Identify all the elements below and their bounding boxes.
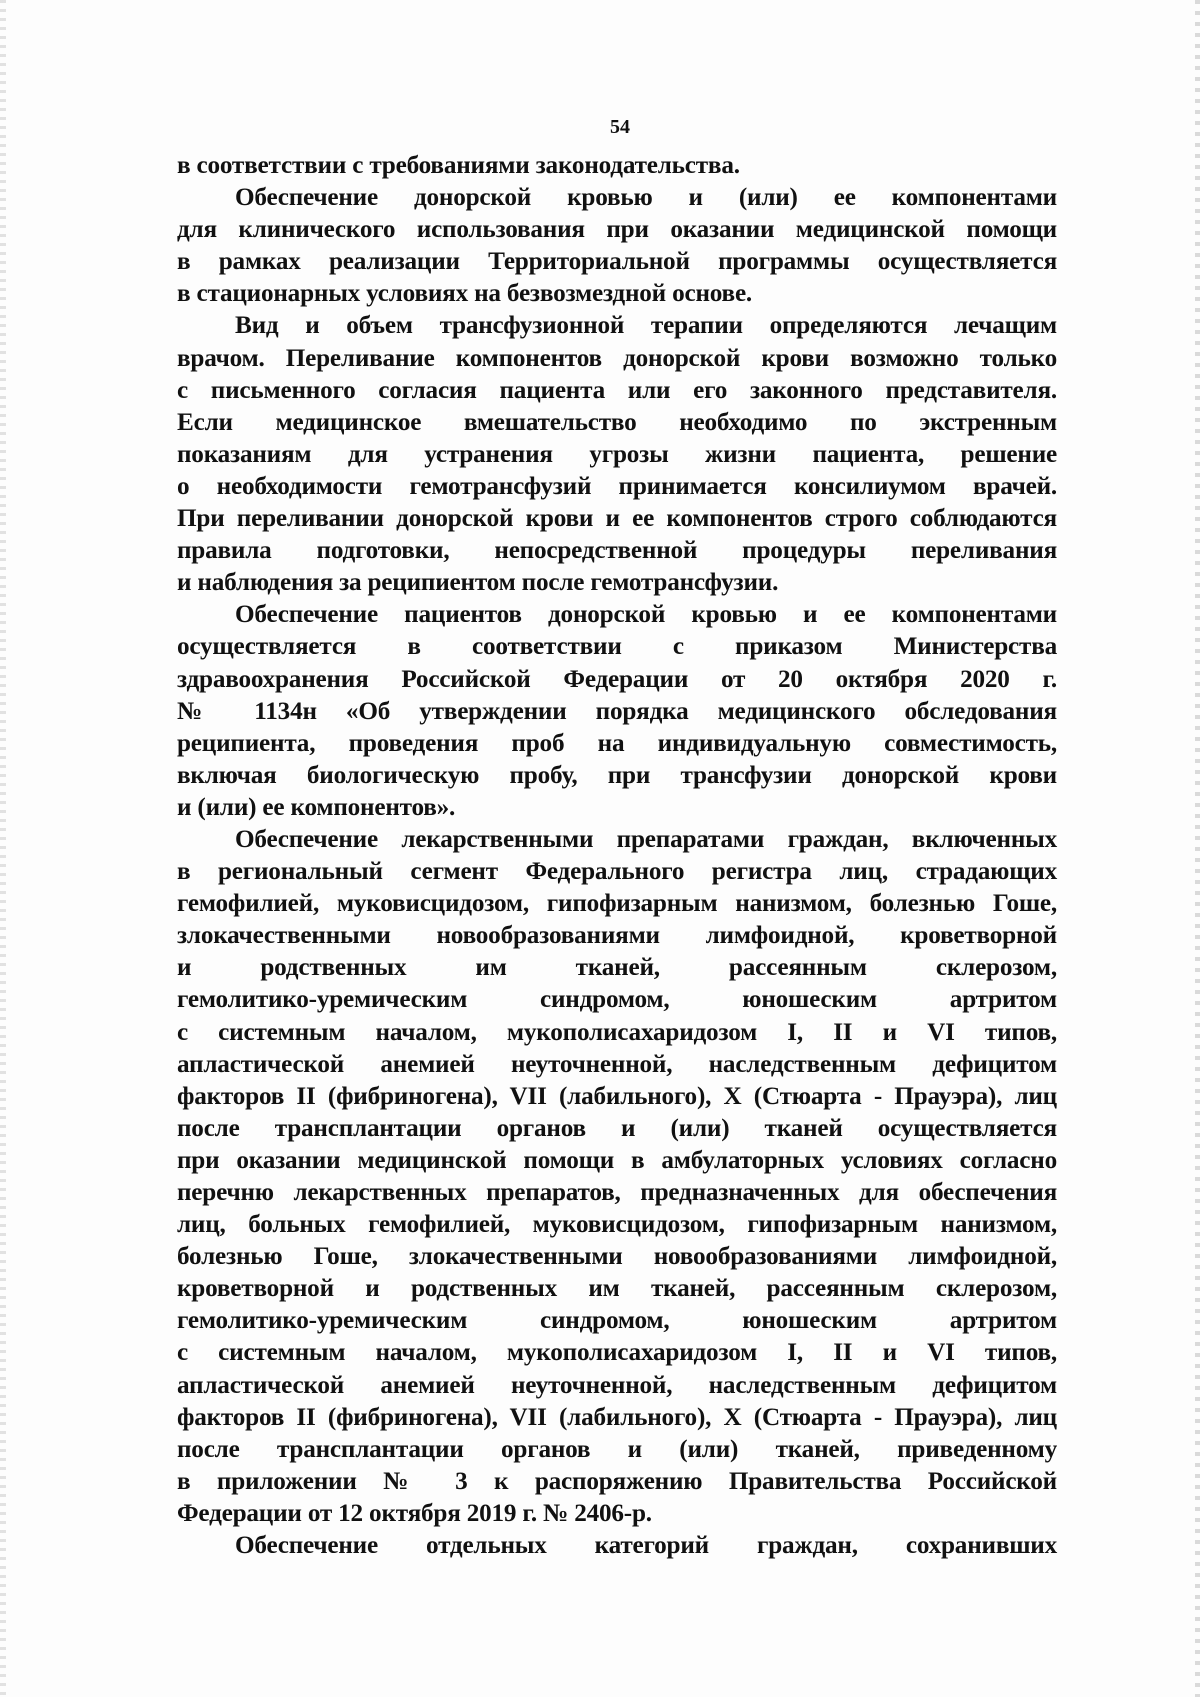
text-line: с письменного согласия пациента или его законного представителя. (177, 376, 1057, 404)
text-line: реципиента, проведения проб на индивидуальную совместимость, (177, 729, 1057, 757)
text-line: в рамках реализации Территориальной программы осуществляется (177, 248, 1057, 276)
text-line: для клинического использования при оказании медицинской помощи (177, 216, 1057, 244)
text-line: в приложении № 3 к распоряжению Правительства Российской (177, 1467, 1057, 1495)
text-line: гемофилией, муковисцидозом, гипофизарным нанизмом, болезнью Гоше, (177, 890, 1057, 918)
text-line: здравоохранения Российской Федерации от 20 октября 2020 г. (177, 665, 1057, 693)
text-line: включая биологическую пробу, при трансфузии донорской крови (177, 761, 1057, 789)
text-line: после трансплантации органов и (или) тканей, приведенному (177, 1435, 1057, 1463)
text-line: Обеспечение пациентов донорской кровью и ее компонентами (235, 601, 1057, 629)
body-text (177, 150, 1057, 1562)
text-line: и (или) ее компонентов». (177, 793, 456, 821)
text-line: правила подготовки, непосредственной процедуры переливания (177, 537, 1057, 565)
text-line: и родственных им тканей, рассеянным склерозом, (177, 954, 1057, 982)
text-line: Вид и объем трансфузионной терапии определяются лечащим (235, 312, 1057, 340)
text-line: № 1134н «Об утверждении порядка медицинского обследования (177, 697, 1057, 725)
text-line: Обеспечение лекарственными препаратами граждан, включенных (235, 825, 1057, 853)
text-line: апластической анемией неуточненной, наследственным дефицитом (177, 1050, 1057, 1078)
text-line: врачом. Переливание компонентов донорской крови возможно только (177, 344, 1057, 372)
scan-edge-right (1195, 0, 1200, 1697)
scan-edge-left (0, 0, 6, 1697)
text-line: и наблюдения за реципиентом после гемотрансфузии. (177, 569, 779, 597)
text-line: лиц, больных гемофилией, муковисцидозом, гипофизарным нанизмом, (177, 1211, 1057, 1239)
text-line: показаниям для устранения угрозы жизни пациента, решение (177, 440, 1057, 468)
text-line: апластической анемией неуточненной, наследственным дефицитом (177, 1371, 1057, 1399)
text-line: осуществляется в соответствии с приказом Министерства (177, 633, 1057, 661)
text-line: гемолитико-уремическим синдромом, юношеским артритом (177, 1307, 1057, 1335)
text-line: Обеспечение отдельных категорий граждан, сохранивших (235, 1532, 1057, 1560)
text-line: при оказании медицинской помощи в амбулаторных условиях согласно (177, 1146, 1057, 1174)
text-line: в соответствии с требованиями законодательства. (177, 152, 740, 179)
text-line: с системным началом, мукополисахаридозом I, II и VI типов, (177, 1018, 1057, 1046)
text-line: факторов II (фибриногена), VII (лабильного), X (Стюарта - Прауэра), лиц (177, 1403, 1057, 1431)
text-line: факторов II (фибриногена), VII (лабильного), X (Стюарта - Прауэра), лиц (177, 1082, 1057, 1110)
text-line: Федерации от 12 октября 2019 г. № 2406-р. (177, 1499, 652, 1527)
text-line: после трансплантации органов и (или) тканей осуществляется (177, 1114, 1057, 1142)
text-line: в региональный сегмент Федерального регистра лиц, страдающих (177, 858, 1057, 886)
text-line: Обеспечение донорской кровью и (или) ее компонентами (235, 184, 1057, 212)
page-number: 54 (610, 116, 630, 138)
text-line: кроветворной и родственных им тканей, рассеянным склерозом, (177, 1275, 1057, 1303)
text-line: перечню лекарственных препаратов, предназначенных для обеспечения (177, 1179, 1057, 1206)
text-line: При переливании донорской крови и ее компонентов строго соблюдаются (177, 505, 1057, 533)
text-line: в стационарных условиях на безвозмездной основе. (177, 280, 753, 308)
text-line: злокачественными новообразованиями лимфоидной, кроветворной (177, 922, 1057, 950)
text-line: гемолитико-уремическим синдромом, юношеским артритом (177, 986, 1057, 1014)
text-line: с системным началом, мукополисахаридозом I, II и VI типов, (177, 1339, 1057, 1367)
text-line: о необходимости гемотрансфузий принимается консилиумом врачей. (177, 472, 1057, 500)
text-line: болезнью Гоше, злокачественными новообразованиями лимфоидной, (177, 1243, 1057, 1271)
text-line: Если медицинское вмешательство необходимо по экстренным (177, 408, 1057, 436)
